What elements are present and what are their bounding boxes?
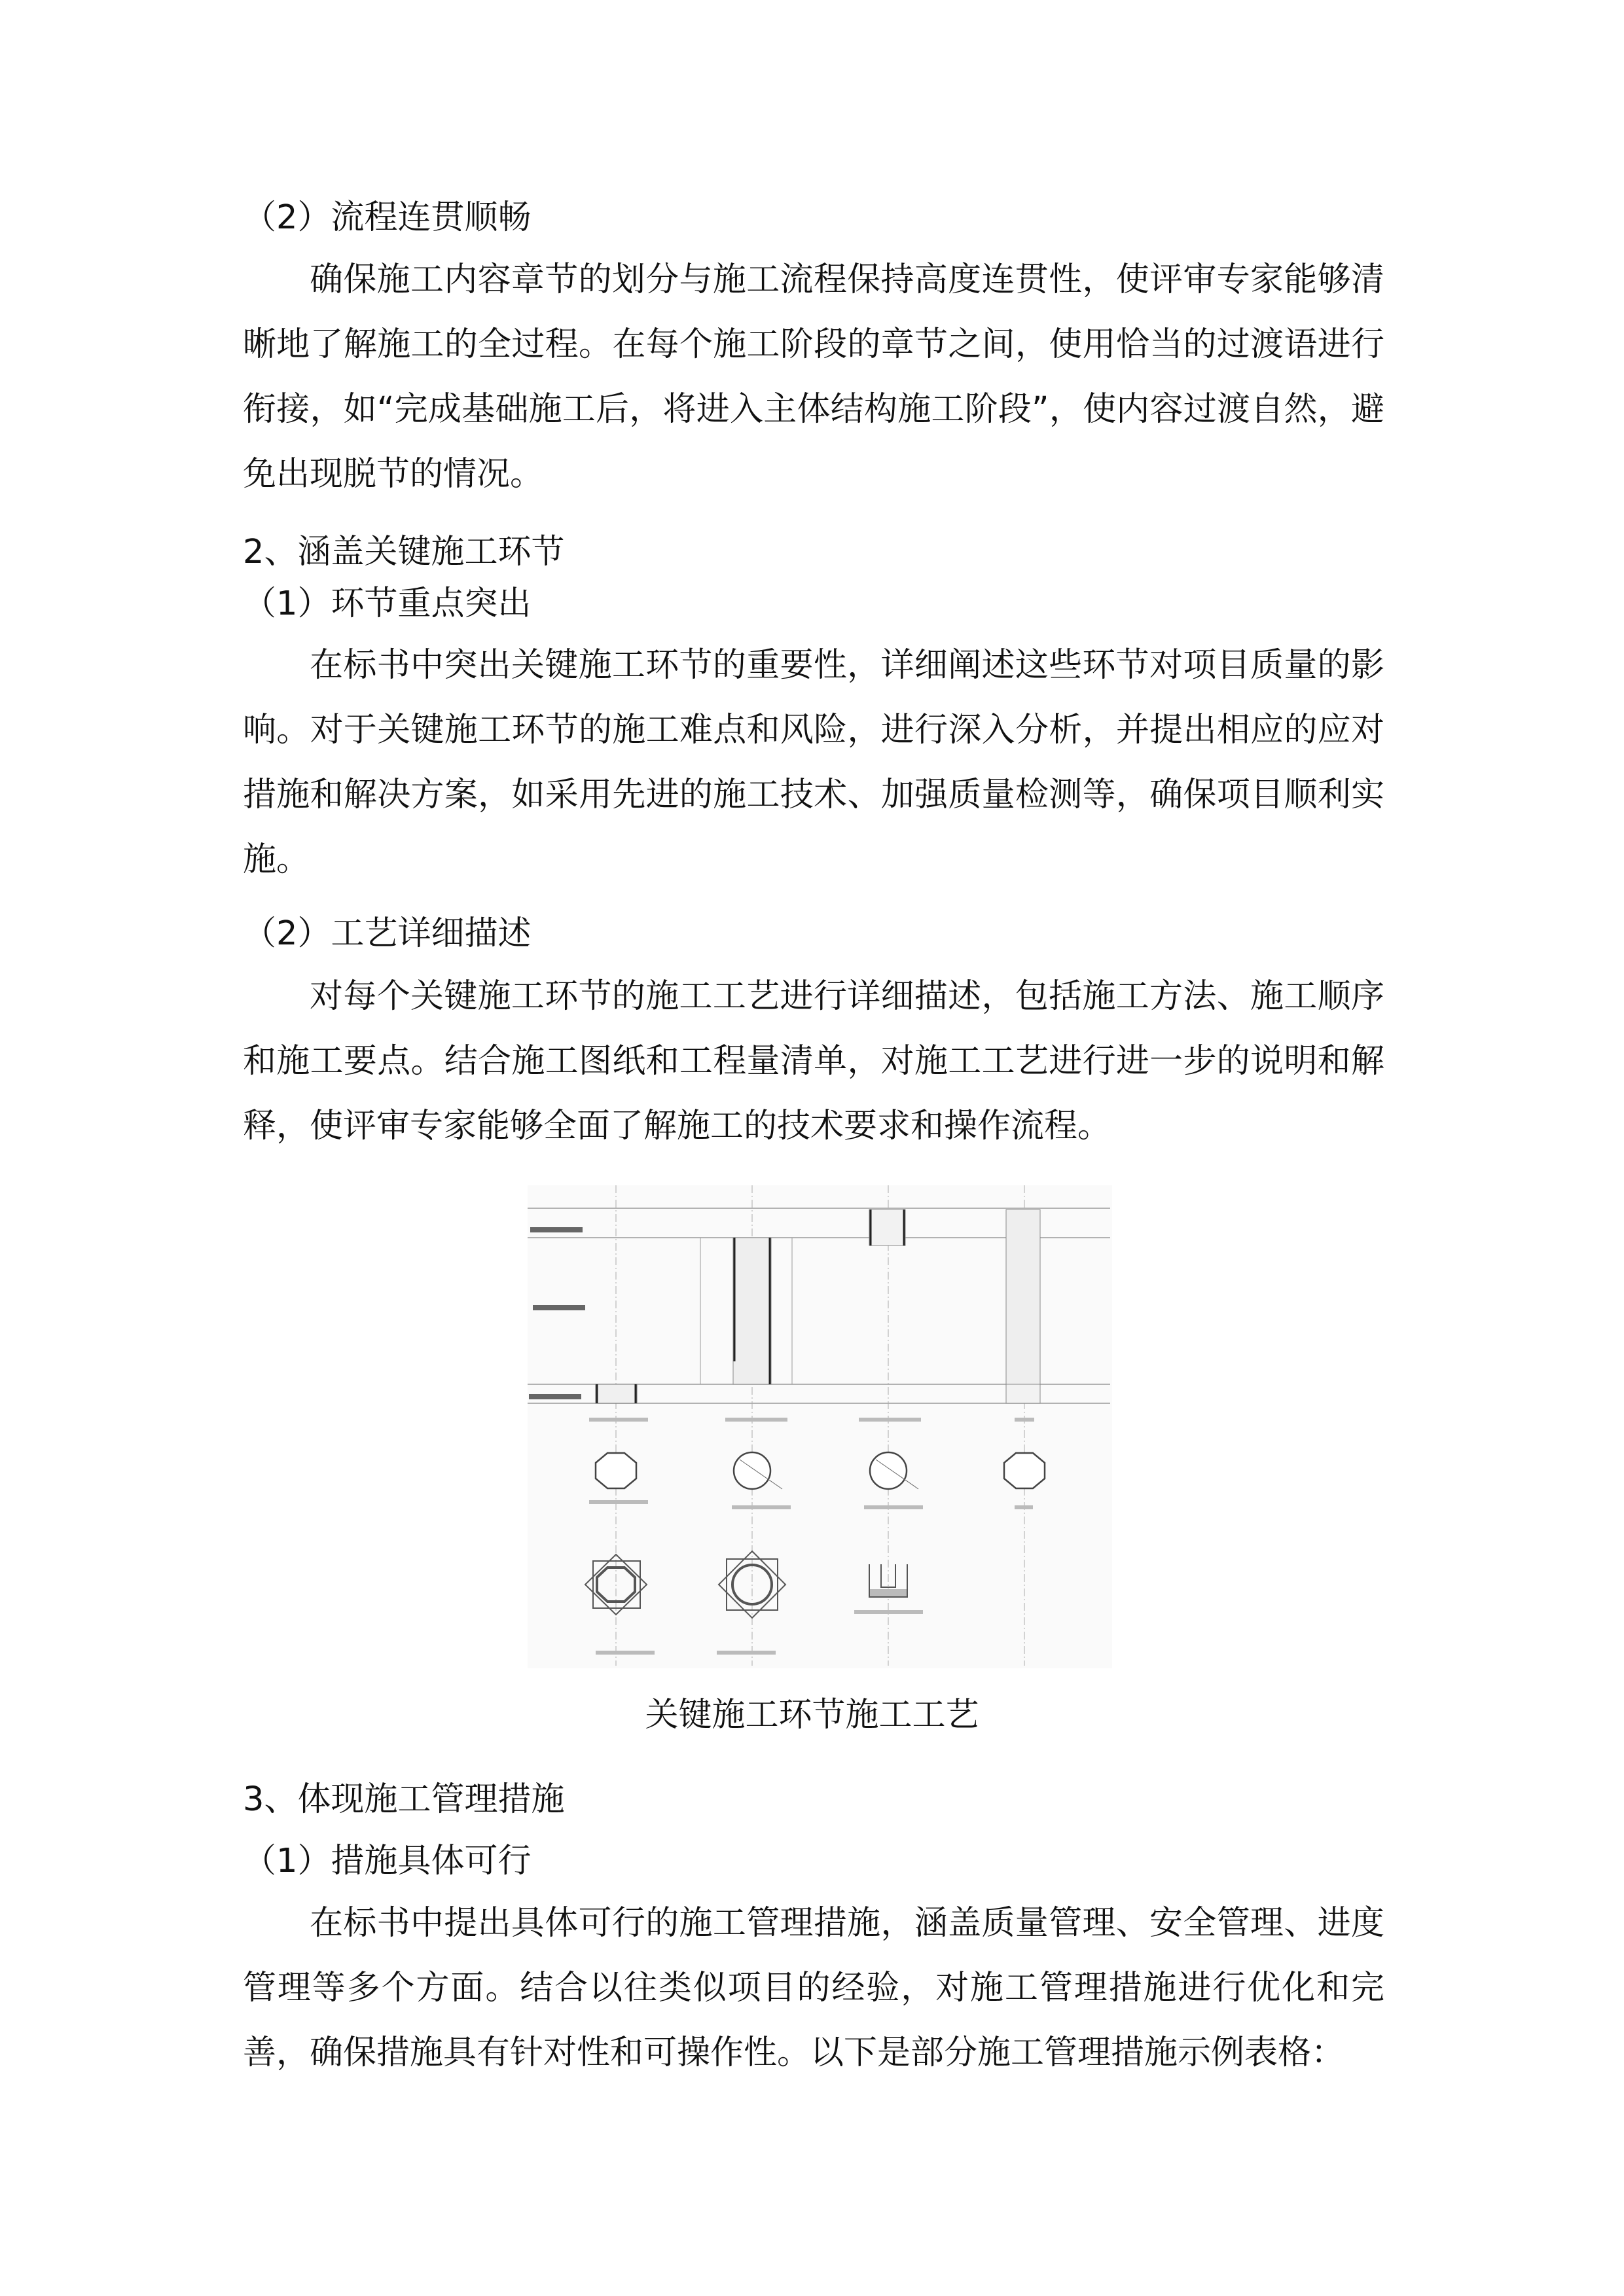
paragraph-process-description: 对每个关键施工环节的施工工艺进行详细描述，包括施工方法、施工顺序和施工要点。结合施工图纸和工程量清单，对施工工艺进行进一步的说明和解释，使评审专家能够全面了解施工的技术要求和操作流程。 <box>243 977 1384 1145</box>
construction-drawing <box>524 1178 1113 1669</box>
subheading-process-continuity: （2）流程连贯顺畅 <box>243 198 532 237</box>
figure-caption: 关键施工环节施工工艺 <box>645 1696 979 1734</box>
paragraph-process-continuity: 确保施工内容章节的划分与施工流程保持高度连贯性，使评审专家能够清晰地了解施工的全过程。在每个施工阶段的章节之间，使用恰当的过渡语进行衔接，如“完成基础施工后，将进入主体结构施工阶段”，使内容过渡自然，避免出现脱节的情况。 <box>243 260 1384 493</box>
heading-management-measures: 3、体现施工管理措施 <box>243 1780 565 1819</box>
paragraph-stage-focus: 在标书中突出关键施工环节的重要性，详细阐述这些环节对项目质量的影响。对于关键施工环节的施工难点和风险，进行深入分析，并提出相应的应对措施和解决方案，如采用先进的施工技术、加强质量检测等，确保项目顺利实施。 <box>243 646 1384 879</box>
subheading-stage-focus: （1）环节重点突出 <box>243 584 532 623</box>
subheading-process-description: （2）工艺详细描述 <box>243 914 532 953</box>
heading-key-construction-stages: 2、涵盖关键施工环节 <box>243 533 565 571</box>
paragraph-feasible-measures: 在标书中提出具体可行的施工管理措施，涵盖质量管理、安全管理、进度管理等多个方面。结合以往类似项目的经验，对施工管理措施进行优化和完善，确保措施具有针对性和可操作性。以下是部分施工管理措施示例表格： <box>243 1904 1384 2072</box>
construction-drawing-figure <box>524 1178 1113 1669</box>
subheading-feasible-measures: （1）措施具体可行 <box>243 1842 532 1880</box>
